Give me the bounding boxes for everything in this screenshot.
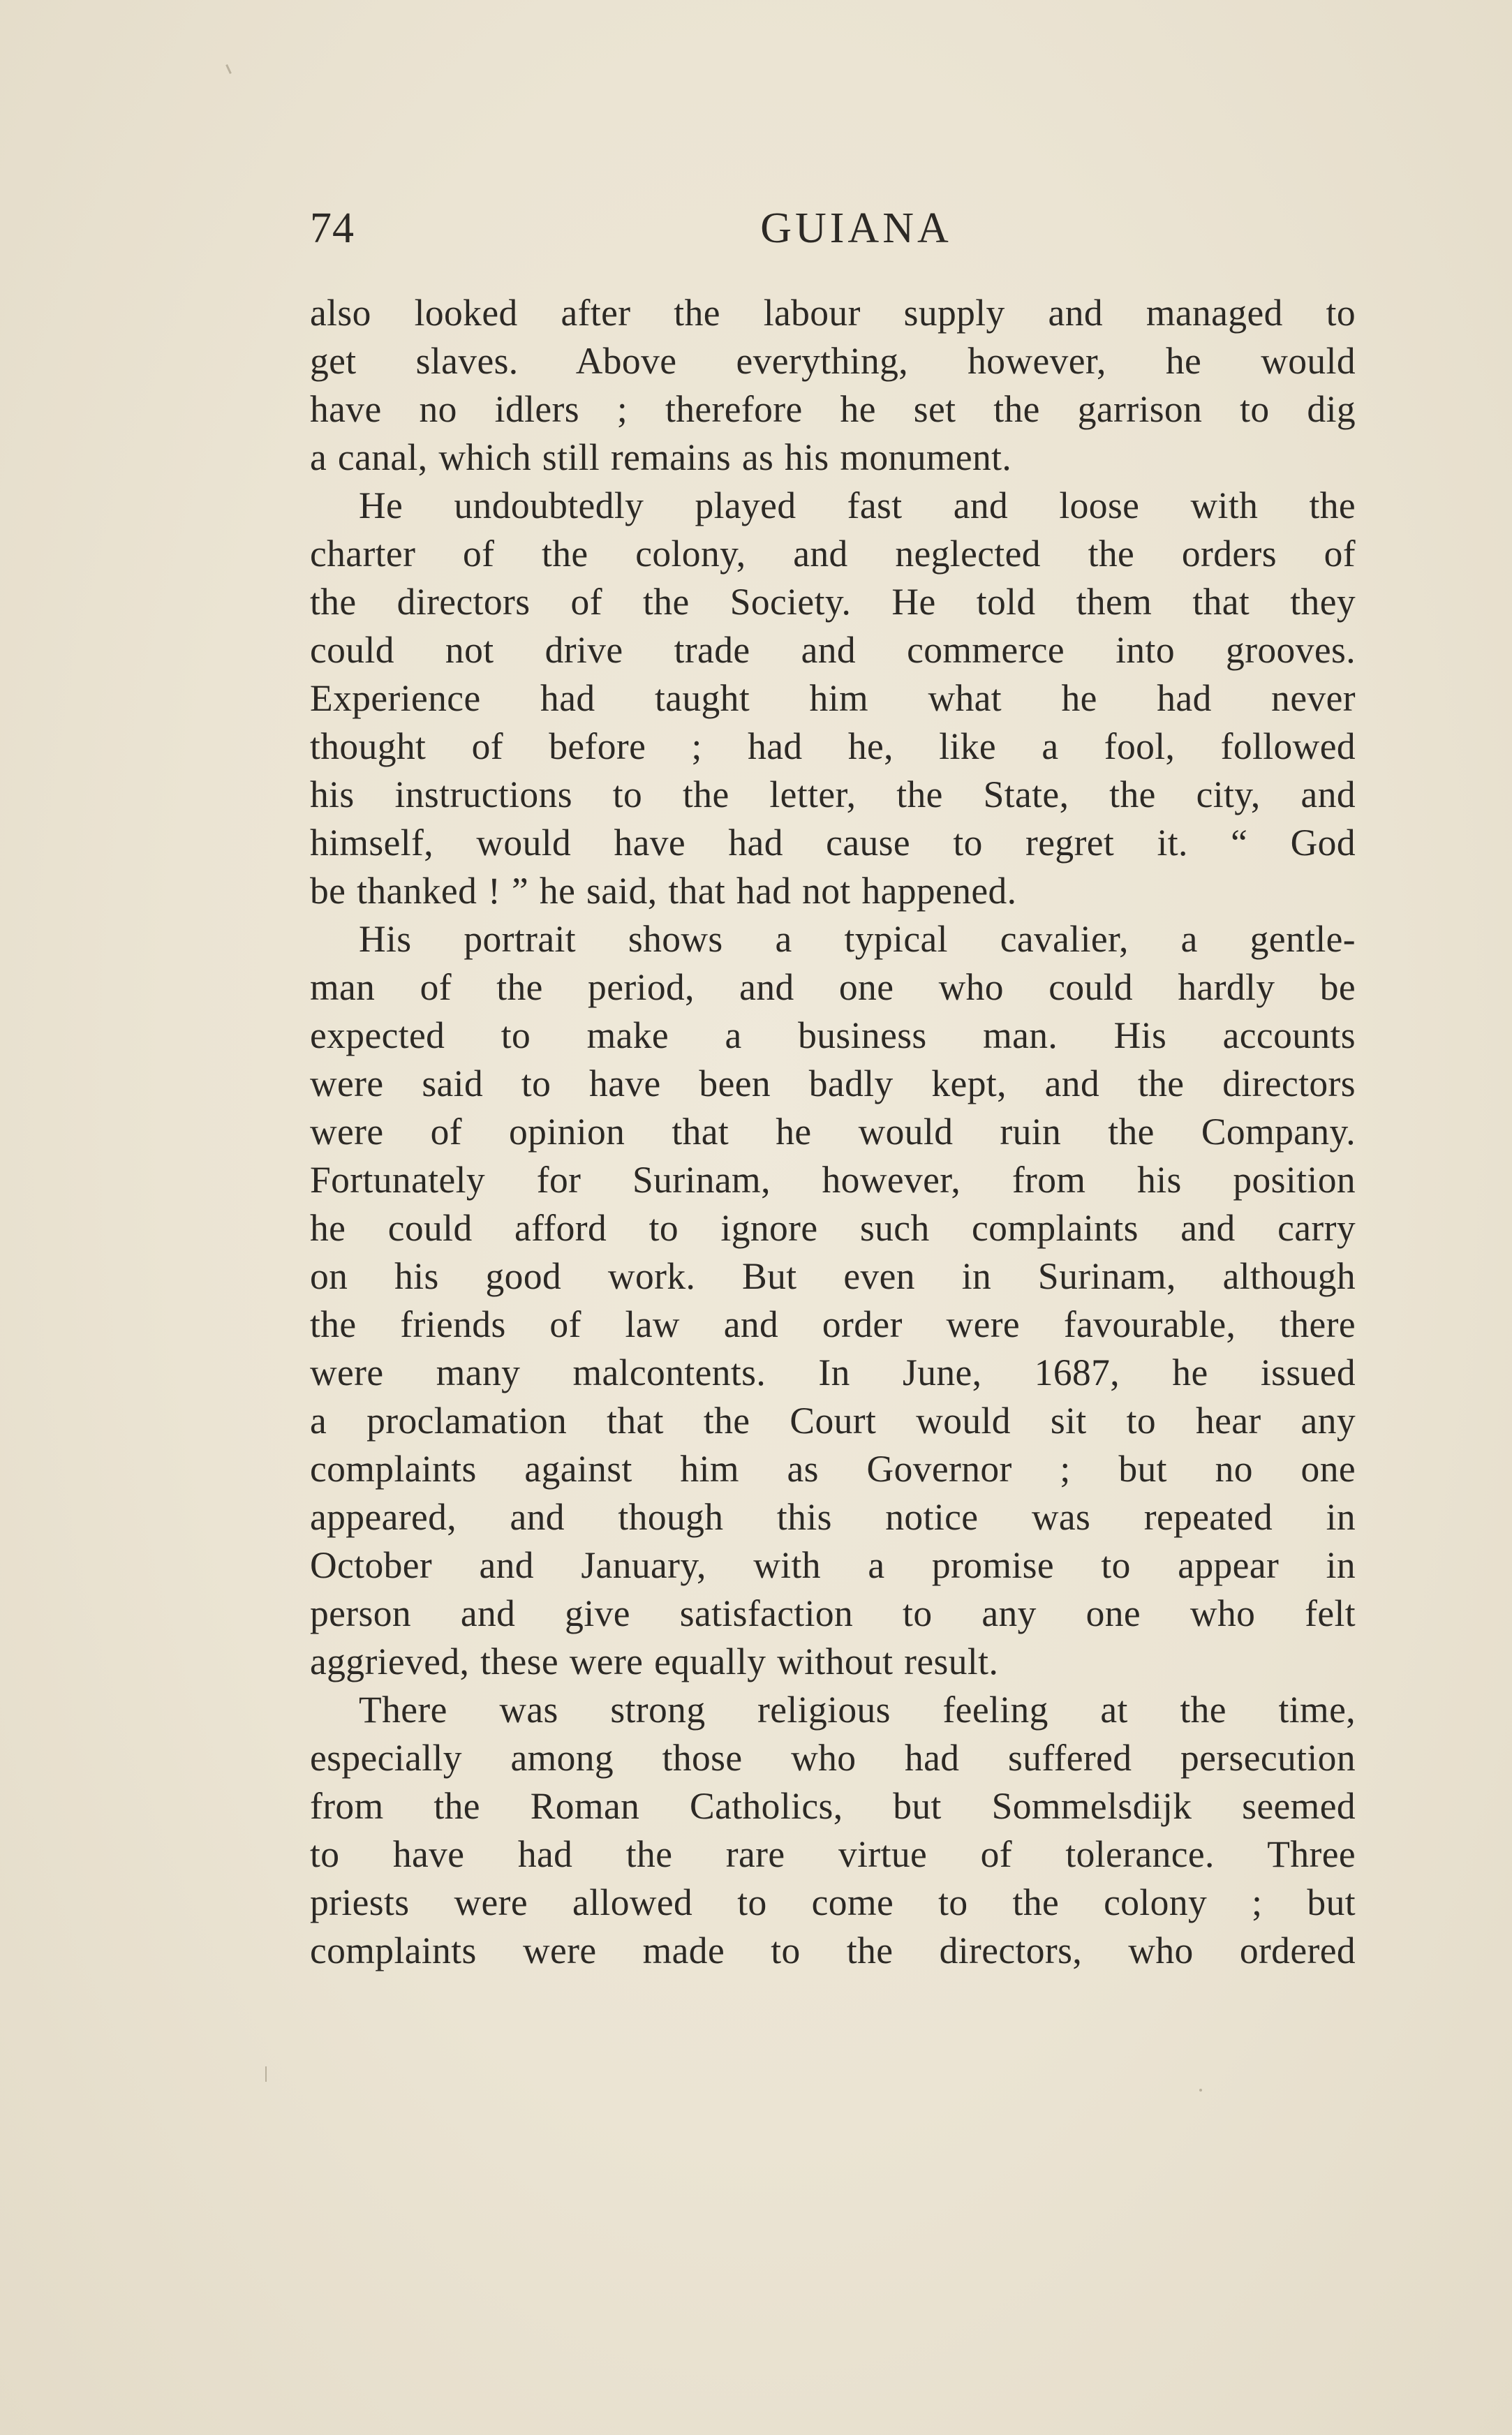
text-line: the directors of the Society. He told them that they (310, 581, 1356, 623)
text-line: His portrait shows a typical cavalier, a gentle- (359, 918, 1356, 960)
text-line: also looked after the labour supply and managed to (310, 292, 1356, 334)
text-line: appeared, and though this notice was repeated in (310, 1496, 1356, 1538)
text-line: a proclamation that the Court would sit to hear any (310, 1400, 1356, 1442)
text-line: the friends of law and order were favourable, there (310, 1303, 1356, 1345)
page-number: 74 (310, 205, 355, 252)
text-line: complaints against him as Governor ; but no one (310, 1448, 1356, 1490)
text-line: thought of before ; had he, like a fool, followed (310, 725, 1356, 767)
text-line: have no idlers ; therefore he set the garrison to dig (310, 388, 1356, 430)
body-text (310, 289, 1356, 1975)
text-line: his instructions to the letter, the State, the city, and (310, 774, 1356, 815)
page-blemish (265, 2066, 267, 2082)
text-line: get slaves. Above everything, however, he would (310, 340, 1356, 382)
text-line: He undoubtedly played fast and loose with the (359, 484, 1356, 526)
text-line: There was strong religious feeling at the time, (359, 1689, 1356, 1731)
text-line: expected to make a business man. His accounts (310, 1014, 1356, 1056)
running-title: GUIANA (760, 205, 952, 252)
text-line: to have had the rare virtue of tolerance. Three (310, 1833, 1356, 1875)
text-line: charter of the colony, and neglected the orders of (310, 533, 1356, 575)
text-line: were said to have been badly kept, and the directors (310, 1063, 1356, 1104)
text-line: could not drive trade and commerce into grooves. (310, 629, 1356, 671)
text-line: be thanked ! ” he said, that had not happened. (310, 870, 1017, 912)
text-line: were many malcontents. In June, 1687, he issued (310, 1352, 1356, 1393)
text-line: person and give satisfaction to any one who felt (310, 1592, 1356, 1634)
text-line: he could afford to ignore such complaints and carry (310, 1207, 1356, 1249)
text-line: aggrieved, these were equally without result. (310, 1641, 999, 1682)
text-line: himself, would have had cause to regret it. “ God (310, 822, 1356, 864)
text-line: Fortunately for Surinam, however, from his position (310, 1159, 1356, 1201)
page-blemish (1199, 2089, 1202, 2092)
text-line: were of opinion that he would ruin the Company. (310, 1111, 1356, 1153)
text-line: from the Roman Catholics, but Sommelsdijk seemed (310, 1785, 1356, 1827)
text-line: on his good work. But even in Surinam, although (310, 1255, 1356, 1297)
page-header (310, 197, 1356, 260)
text-line: October and January, with a promise to appear in (310, 1544, 1356, 1586)
text-line: complaints were made to the directors, who ordered (310, 1930, 1356, 1971)
page-blemish (225, 64, 232, 74)
text-line: a canal, which still remains as his monument. (310, 436, 1012, 478)
text-line: priests were allowed to come to the colony ; but (310, 1881, 1356, 1923)
text-line: especially among those who had suffered persecution (310, 1737, 1356, 1779)
text-line: Experience had taught him what he had never (310, 677, 1356, 719)
text-line: man of the period, and one who could hardly be (310, 966, 1356, 1008)
